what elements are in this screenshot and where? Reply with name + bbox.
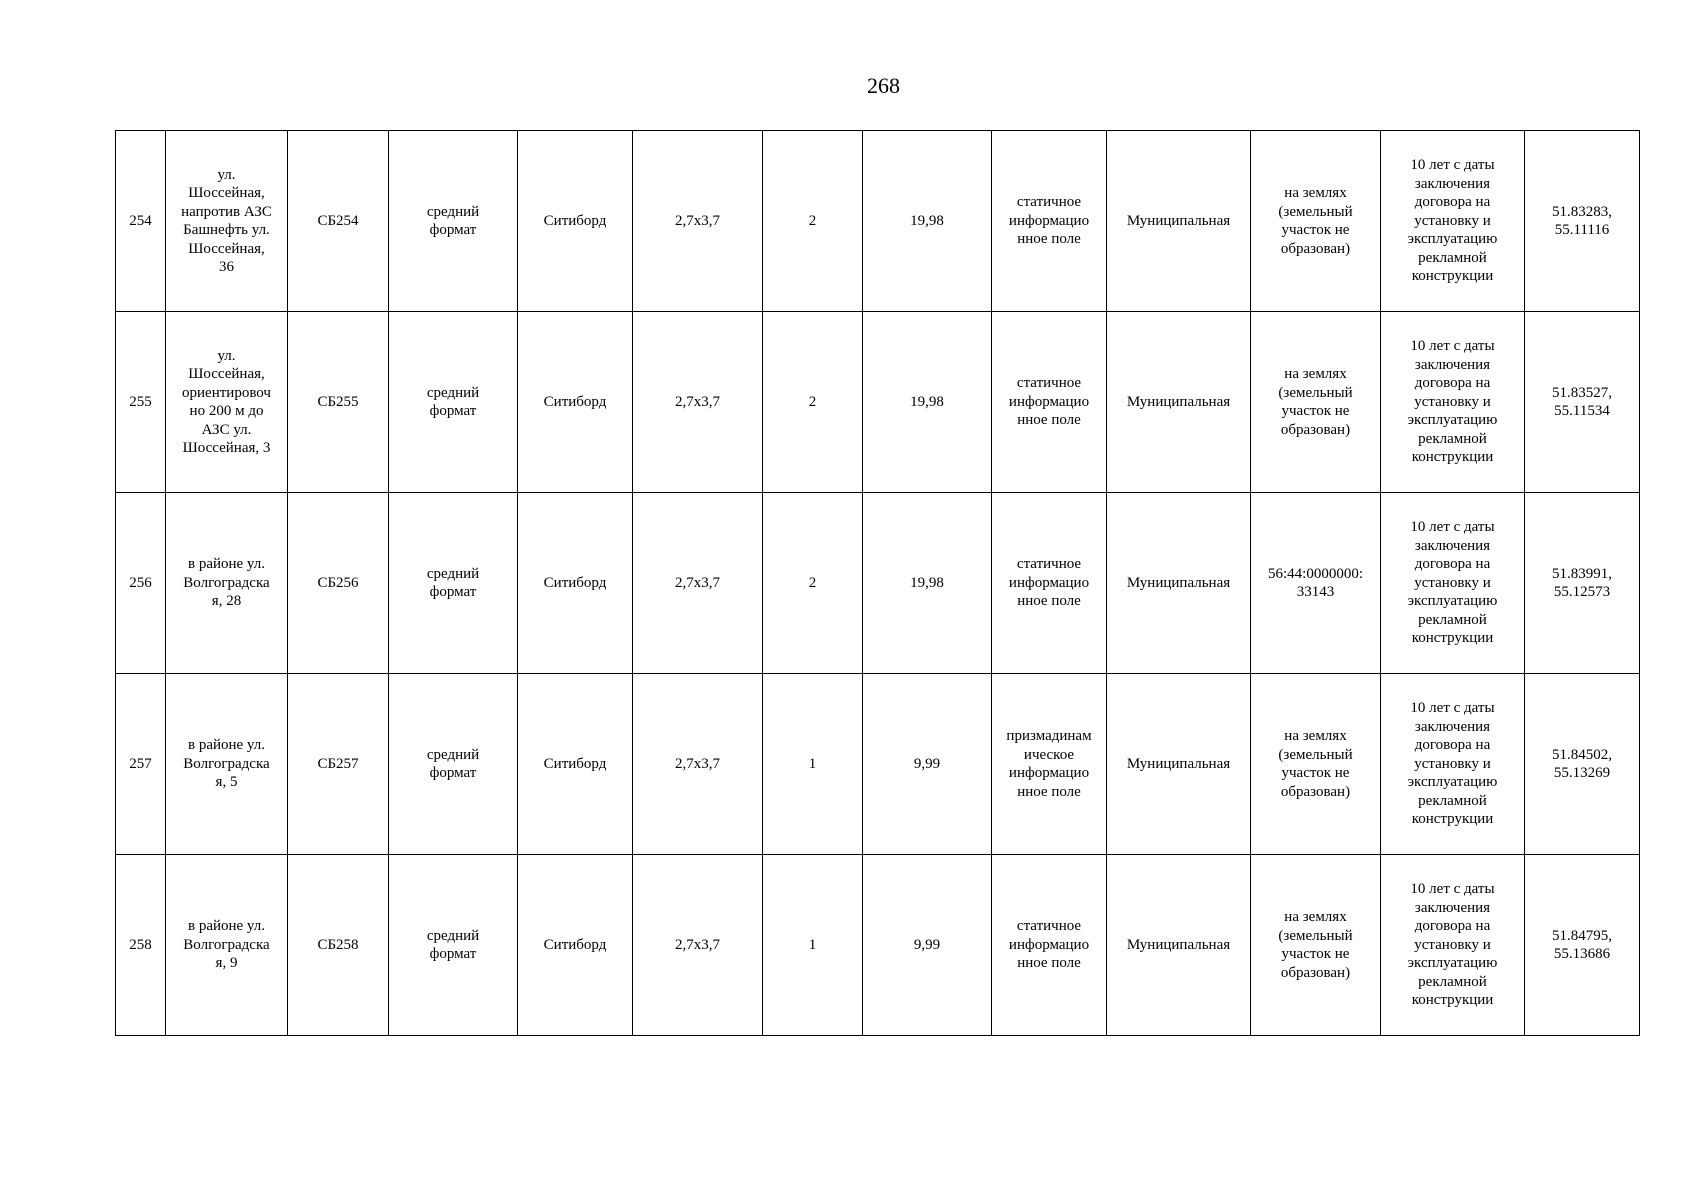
area-cell: 19,98 bbox=[863, 131, 992, 312]
land-plot-cell: на землях (земельный участок не образован) bbox=[1251, 312, 1381, 493]
sides-cell: 1 bbox=[763, 674, 863, 855]
ownership-cell: Муниципальная bbox=[1107, 855, 1251, 1036]
sides-cell: 2 bbox=[763, 131, 863, 312]
row-number-cell: 254 bbox=[116, 131, 166, 312]
land-plot-cell: на землях (земельный участок не образован) bbox=[1251, 131, 1381, 312]
sides-cell: 2 bbox=[763, 312, 863, 493]
row-number-cell: 255 bbox=[116, 312, 166, 493]
format-cell: средний формат bbox=[389, 674, 518, 855]
row-number-cell: 256 bbox=[116, 493, 166, 674]
row-number-cell: 258 bbox=[116, 855, 166, 1036]
coordinates-cell: 51.83283, 55.11116 bbox=[1525, 131, 1640, 312]
format-cell: средний формат bbox=[389, 493, 518, 674]
code-cell: СБ256 bbox=[288, 493, 389, 674]
ownership-cell: Муниципальная bbox=[1107, 674, 1251, 855]
area-cell: 9,99 bbox=[863, 855, 992, 1036]
code-cell: СБ255 bbox=[288, 312, 389, 493]
table-row bbox=[116, 493, 1640, 674]
address-cell: в районе ул. Волгоградска я, 9 bbox=[166, 855, 288, 1036]
term-cell: 10 лет с даты заключения договора на установку и эксплуатацию рекламной конструкции bbox=[1381, 493, 1525, 674]
format-cell: средний формат bbox=[389, 855, 518, 1036]
code-cell: СБ257 bbox=[288, 674, 389, 855]
address-cell: в районе ул. Волгоградска я, 5 bbox=[166, 674, 288, 855]
area-cell: 9,99 bbox=[863, 674, 992, 855]
type-cell: Ситиборд bbox=[518, 131, 633, 312]
coordinates-cell: 51.84795, 55.13686 bbox=[1525, 855, 1640, 1036]
row-number-cell: 257 bbox=[116, 674, 166, 855]
size-cell: 2,7х3,7 bbox=[633, 855, 763, 1036]
ownership-cell: Муниципальная bbox=[1107, 131, 1251, 312]
table-row bbox=[116, 312, 1640, 493]
land-plot-cell: на землях (земельный участок не образован) bbox=[1251, 674, 1381, 855]
type-cell: Ситиборд bbox=[518, 674, 633, 855]
area-cell: 19,98 bbox=[863, 493, 992, 674]
table-row bbox=[116, 855, 1640, 1036]
term-cell: 10 лет с даты заключения договора на установку и эксплуатацию рекламной конструкции bbox=[1381, 674, 1525, 855]
term-cell: 10 лет с даты заключения договора на установку и эксплуатацию рекламной конструкции bbox=[1381, 312, 1525, 493]
ownership-cell: Муниципальная bbox=[1107, 493, 1251, 674]
format-cell: средний формат bbox=[389, 131, 518, 312]
sides-cell: 1 bbox=[763, 855, 863, 1036]
info-field-cell: статичное информацио нное поле bbox=[992, 855, 1107, 1036]
term-cell: 10 лет с даты заключения договора на установку и эксплуатацию рекламной конструкции bbox=[1381, 131, 1525, 312]
code-cell: СБ258 bbox=[288, 855, 389, 1036]
table-row bbox=[116, 131, 1640, 312]
code-cell: СБ254 bbox=[288, 131, 389, 312]
page-number: 268 bbox=[867, 73, 900, 98]
type-cell: Ситиборд bbox=[518, 493, 633, 674]
size-cell: 2,7х3,7 bbox=[633, 493, 763, 674]
size-cell: 2,7х3,7 bbox=[633, 312, 763, 493]
format-cell: средний формат bbox=[389, 312, 518, 493]
info-field-cell: статичное информацио нное поле bbox=[992, 131, 1107, 312]
sides-cell: 2 bbox=[763, 493, 863, 674]
address-cell: ул. Шоссейная, ориентировоч но 200 м до АЗС ул. Шоссейная, 3 bbox=[166, 312, 288, 493]
ownership-cell: Муниципальная bbox=[1107, 312, 1251, 493]
term-cell: 10 лет с даты заключения договора на установку и эксплуатацию рекламной конструкции bbox=[1381, 855, 1525, 1036]
size-cell: 2,7х3,7 bbox=[633, 131, 763, 312]
address-cell: ул. Шоссейная, напротив АЗС Башнефть ул. Шоссейная, 36 bbox=[166, 131, 288, 312]
coordinates-cell: 51.83527, 55.11534 bbox=[1525, 312, 1640, 493]
table-row bbox=[116, 674, 1640, 855]
type-cell: Ситиборд bbox=[518, 855, 633, 1036]
info-field-cell: статичное информацио нное поле bbox=[992, 312, 1107, 493]
land-plot-cell: 56:44:0000000: 33143 bbox=[1251, 493, 1381, 674]
size-cell: 2,7х3,7 bbox=[633, 674, 763, 855]
info-field-cell: призмадинам ическое информацио нное поле bbox=[992, 674, 1107, 855]
land-plot-cell: на землях (земельный участок не образован) bbox=[1251, 855, 1381, 1036]
info-field-cell: статичное информацио нное поле bbox=[992, 493, 1107, 674]
area-cell: 19,98 bbox=[863, 312, 992, 493]
coordinates-cell: 51.84502, 55.13269 bbox=[1525, 674, 1640, 855]
type-cell: Ситиборд bbox=[518, 312, 633, 493]
address-cell: в районе ул. Волгоградска я, 28 bbox=[166, 493, 288, 674]
coordinates-cell: 51.83991, 55.12573 bbox=[1525, 493, 1640, 674]
ad-structures-table bbox=[115, 130, 1640, 1036]
